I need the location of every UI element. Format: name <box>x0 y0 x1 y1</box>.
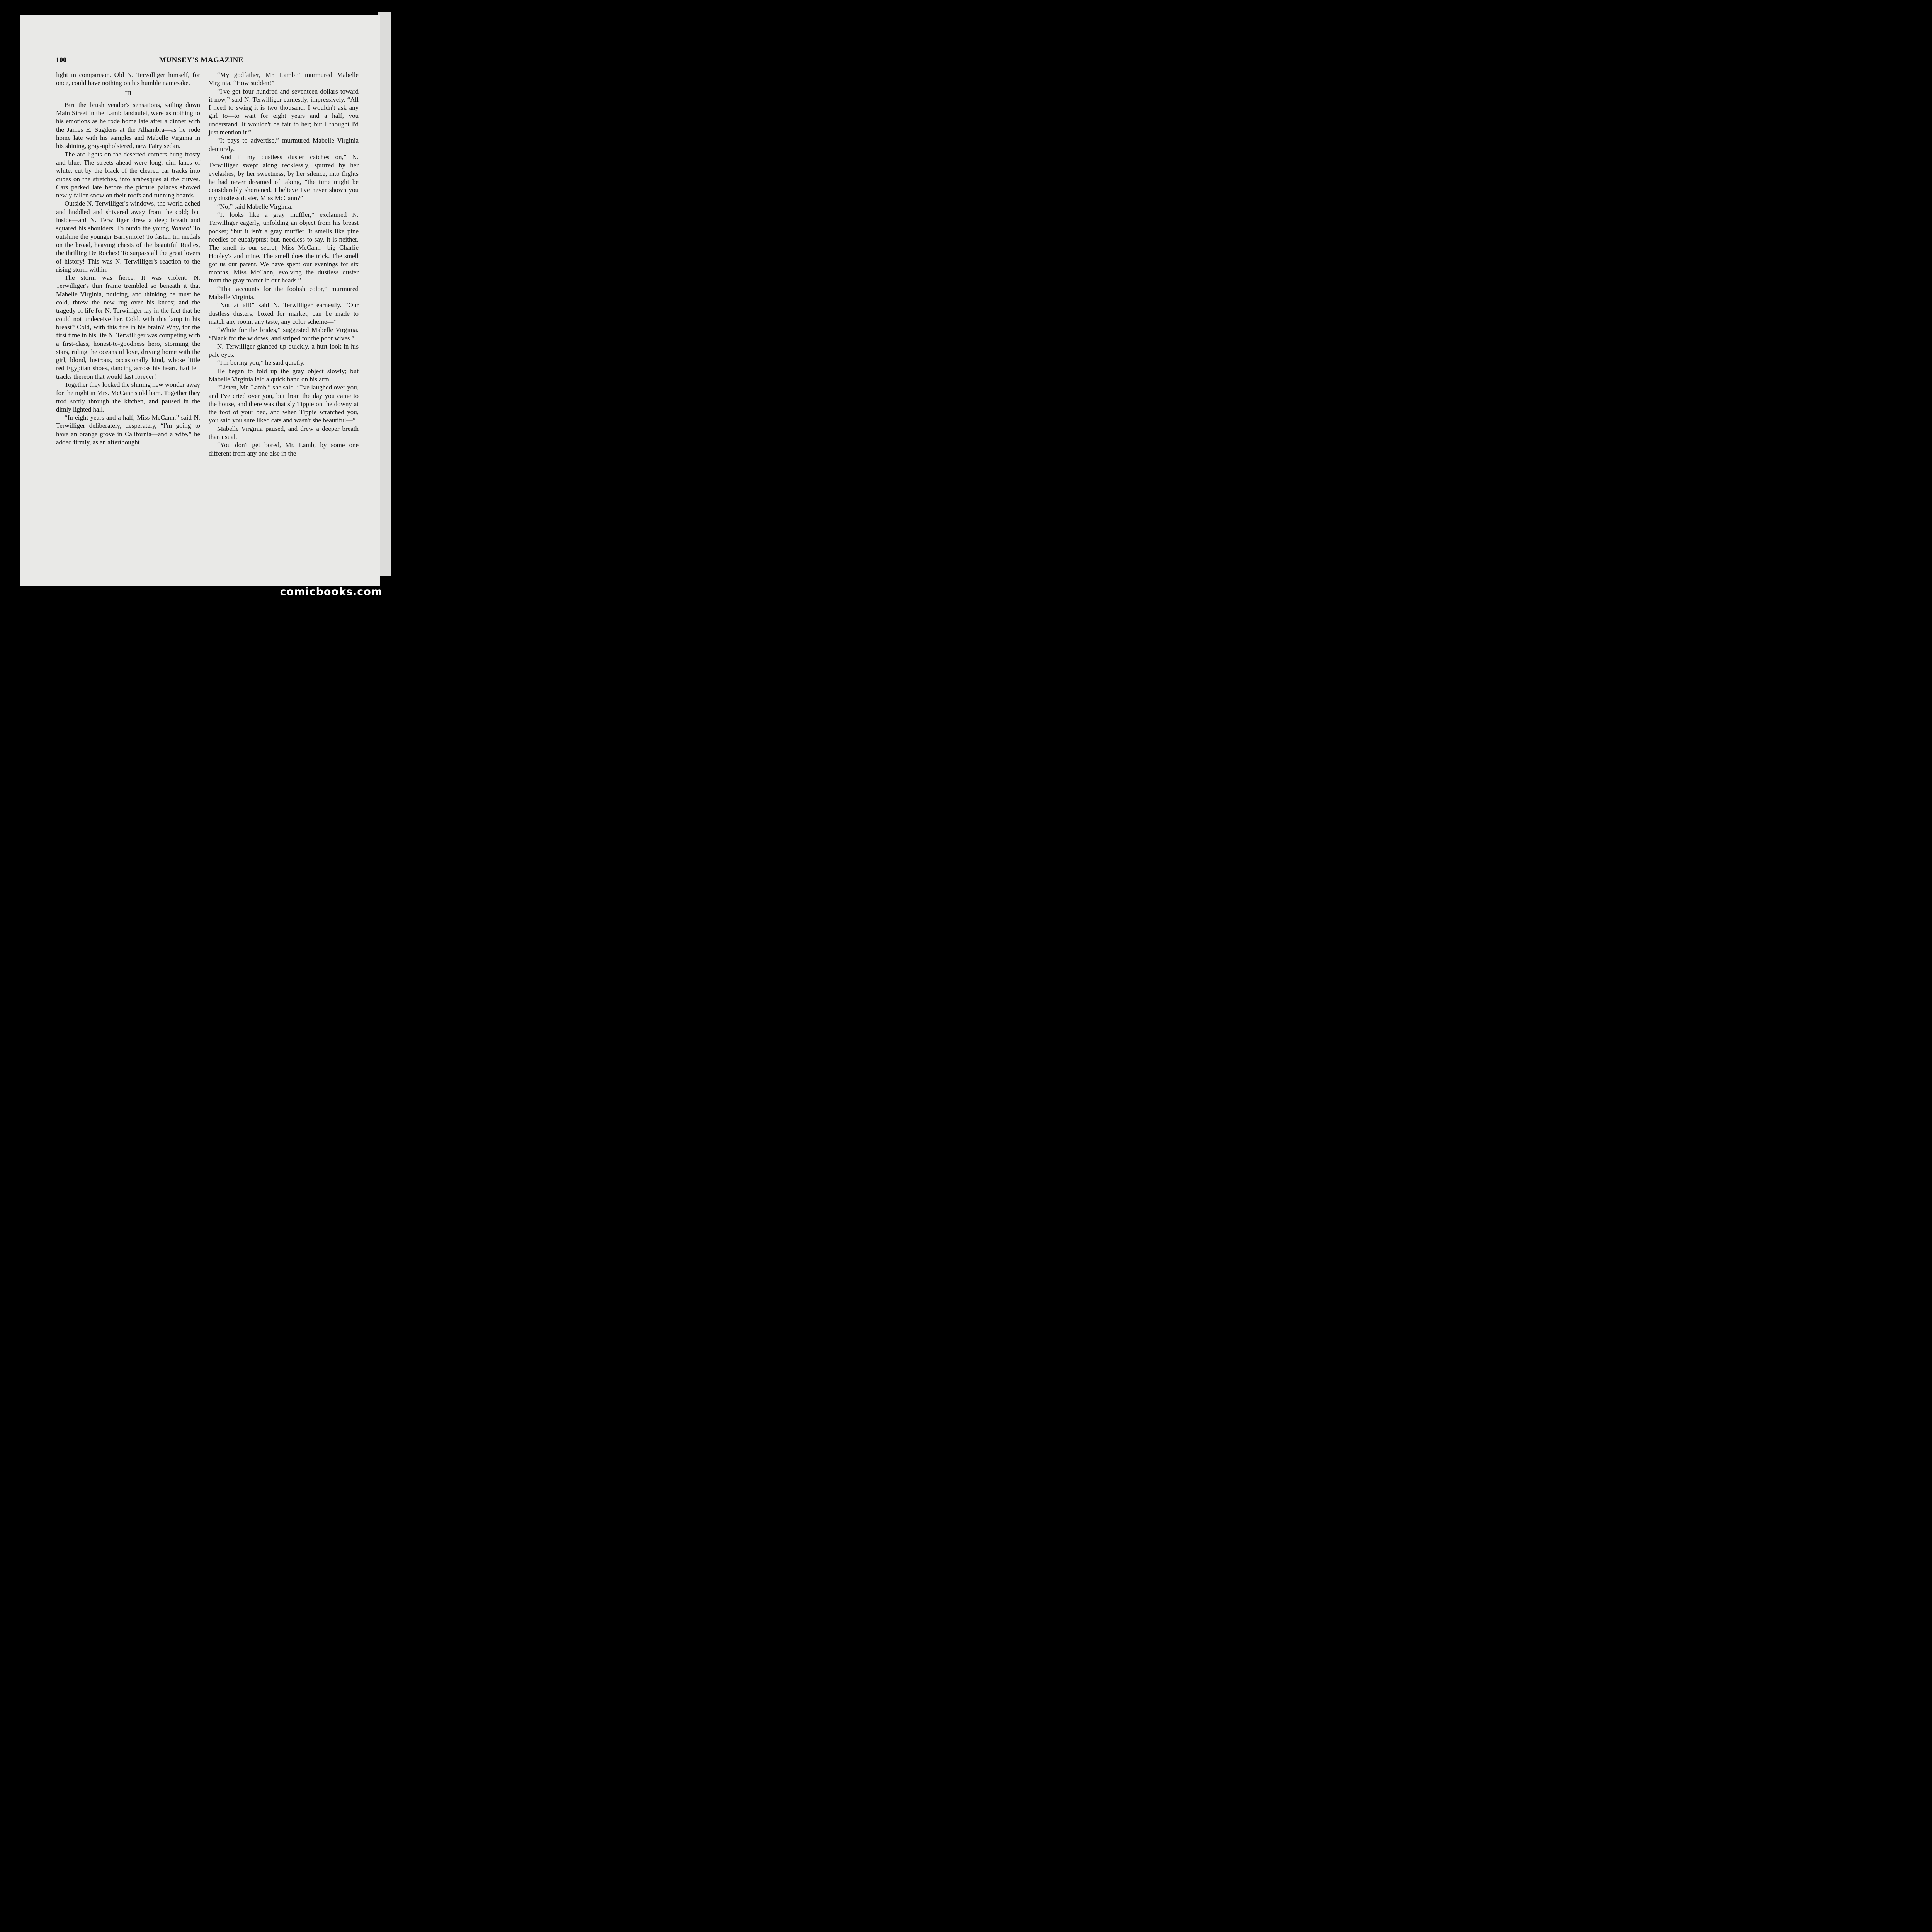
paragraph: “Not at all!” said N. Terwilliger earnestly. “Our dustless dusters, boxed for market, can be made to match any room, any taste, any color scheme—” <box>209 301 359 325</box>
paragraph: He began to fold up the gray object slowly; but Mabelle Virginia laid a quick hand on his arm. <box>209 367 359 383</box>
paragraph: “White for the brides,” suggested Mabelle Virginia. “Black for the widows, and striped for the poor wives.” <box>209 326 359 342</box>
running-title: MUNSEY'S MAGAZINE <box>159 56 244 64</box>
left-column <box>56 71 200 446</box>
paragraph: light in comparison. Old N. Terwilliger himself, for once, could have nothing on his humble namesake. <box>56 71 200 87</box>
paragraph: “I'm boring you,” he said quietly. <box>217 359 305 367</box>
paragraph: “It pays to advertise,” murmured Mabelle Virginia demurely. <box>209 137 359 153</box>
paragraph: “Listen, Mr. Lamb,” she said. “I've laughed over you, and I've cried over you, but from the day you came to the house, and there was that sly Tippie on the downy at the foot of your bed, and when Tippie scratched you, you said you sure liked cats and wasn't she beautiful—” <box>209 384 359 424</box>
paragraph: The storm was fierce. It was violent. N. Terwilliger's thin frame trembled so beneath it that Mabelle Virginia, noticing, and thinking he must be cold, threw the new rug over his knees; and the tragedy of life for N. Terwilliger lay in the fact that he could not undeceive her. Cold, with this lamp in his breast? Cold, with this fire in his brain? Why, for the first time in his life N. Terwilliger was competing with a first-class, honest-to-goodness hero, storming the stars, riding the oceans of love, driving home with the girl, blond, lustrous, occasionally kind, whose little red Egyptian shoes, dancing across his heart, had left tracks thereon that would last forever! <box>56 274 200 380</box>
right-column <box>209 71 359 457</box>
paragraph: “No,” said Mabelle Virginia. <box>217 202 293 210</box>
paragraph: “I've got four hundred and seventeen dollars toward it now,” said N. Terwilliger earnestly, impressively. “All I need to swing it is two thousand. I wouldn't ask any girl to—to wait for eight years and a half, you understand. It wouldn't be fair to her; but I thought I'd just mention it.” <box>209 87 359 136</box>
paragraph: The arc lights on the deserted corners hung frosty and blue. The streets ahead were long, dim lanes of white, cut by the black of the cleared car tracks into cubes on the stretches, into arabesques at the curves. Cars parked late before the picture palaces showed newly fallen snow on their roofs and running boards. <box>56 150 200 199</box>
paragraph: “You don't get bored, Mr. Lamb, by some one different from any one else in the <box>209 441 359 457</box>
paragraph: “In eight years and a half, Miss McCann,” said N. Terwilliger deliberately, desperately, “I'm going to have an orange grove in California—and a wife,” he added firmly, as an afterthought. <box>56 414 200 446</box>
paragraph: “That accounts for the foolish color,” murmured Mabelle Virginia. <box>209 285 359 301</box>
paragraph: “My godfather, Mr. Lamb!” murmured Mabelle Virginia. “How sudden!” <box>209 71 359 87</box>
paragraph: N. Terwilliger glanced up quickly, a hurt look in his pale eyes. <box>209 342 359 359</box>
paragraph: Together they locked the shining new wonder away for the night in Mrs. McCann's old barn. Together they trod softly through the kitchen, and paused in the dimly lighted hall. <box>56 381 200 413</box>
drop-word: But <box>65 101 75 109</box>
paragraph: Mabelle Virginia paused, and drew a deeper breath than usual. <box>209 425 359 441</box>
paragraph: Outside N. Terwilliger's windows, the world ached and huddled and shivered away from the cold; but inside—ah! N. Terwilliger drew a deep breath and squared his shoulders. To outdo the young Romeo! To outshine the younger Barrymore! To fasten tin medals on the broad, heaving chests of the beautiful Rudies, the thrilling De Roches! To surpass all the great lovers of history! This was N. Terwilliger's reaction to the rising storm within. <box>56 200 201 273</box>
paragraph: But the brush vendor's sensations, sailing down Main Street in the Lamb landaulet, were as nothing to his emotions as he rode home late after a dinner with the James E. Sugdens at the Alhambra—as he rode home late with his samples and Mabelle Virginia in his shining, gray-upholstered, new Fairy sedan. <box>56 101 200 150</box>
paragraph: “It looks like a gray muffler,” exclaimed N. Terwilliger eagerly, unfolding an object from his breast pocket; “but it isn't a gray muffler. It smells like pine needles or eucalyptus; but, needless to say, it is neither. The smell is our secret, Miss McCann—big Charlie Hooley's and mine. The smell does the trick. The smell got us our patent. We have spent our evenings for six months, Miss McCann, evolving the dustless duster from the gray matter in our heads.” <box>209 211 359 284</box>
watermark: comicbooks.com <box>280 586 383 598</box>
paragraph: “And if my dustless duster catches on,” N. Terwilliger swept along recklessly, spurred by her eyelashes, by her sweetness, by her silence, into flights he had never dreamed of taking, “the time might be considerably shortened. I believe I've never shown you my dustless duster, Miss McCann?” <box>209 153 359 202</box>
section-number: III <box>125 89 131 97</box>
page-number: 100 <box>56 56 67 64</box>
